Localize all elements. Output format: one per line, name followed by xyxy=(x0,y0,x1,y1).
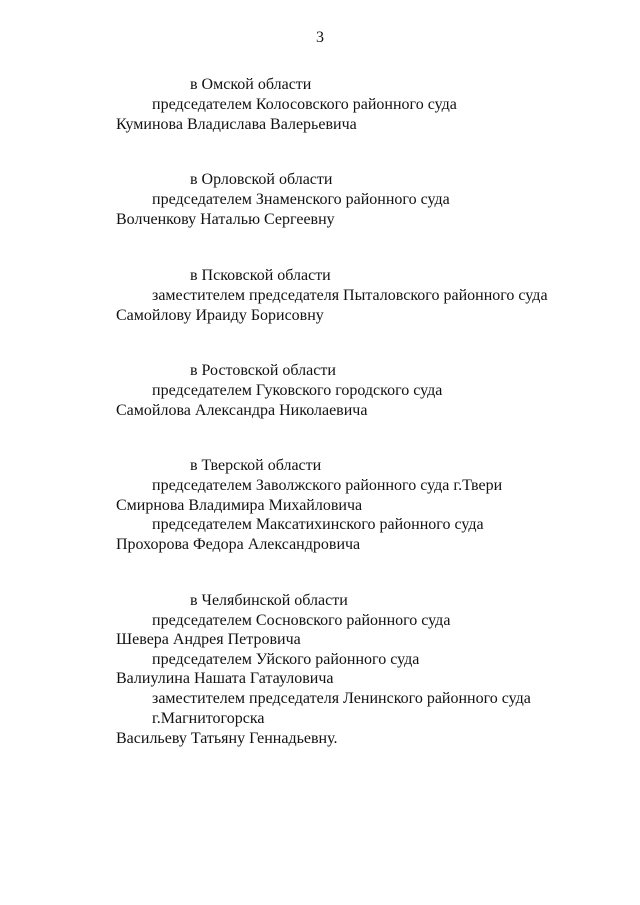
position-orel: председателем Знаменского районного суда xyxy=(152,191,450,208)
position-chelyabinsk-3-continuation: г.Магнитогорска xyxy=(152,710,265,727)
position-pskov: заместителем председателя Пыталовского районного суда xyxy=(152,287,548,304)
region-heading-tver: в Тверской области xyxy=(190,457,322,474)
person-orel: Волченкову Наталью Сергеевну xyxy=(116,211,335,228)
person-tver-2: Прохорова Федора Александровича xyxy=(116,536,361,553)
position-tver-1: председателем Заволжского районного суда г.Твери xyxy=(152,477,503,494)
position-tver-2: председателем Максатихинского районного суда xyxy=(152,516,484,533)
position-rostov: председателем Гуковского городского суда xyxy=(152,382,443,399)
person-chelyabinsk-3: Васильеву Татьяну Геннадьевну. xyxy=(116,730,338,747)
page-number: 3 xyxy=(316,29,324,46)
person-rostov: Самойлова Александра Николаевича xyxy=(116,402,368,419)
person-chelyabinsk-1: Шевера Андрея Петровича xyxy=(116,631,301,648)
position-chelyabinsk-1: председателем Сосновского районного суда xyxy=(152,612,451,629)
region-heading-rostov: в Ростовской области xyxy=(190,362,336,379)
position-chelyabinsk-3: заместителем председателя Ленинского районного суда xyxy=(152,690,531,707)
person-chelyabinsk-2: Валиулина Нашата Гатауловича xyxy=(116,670,334,687)
region-heading-orel: в Орловской области xyxy=(190,171,333,188)
region-heading-chelyabinsk: в Челябинской области xyxy=(190,592,348,609)
person-tver-1: Смирнова Владимира Михайловича xyxy=(116,497,363,514)
position-chelyabinsk-2: председателем Уйского районного суда xyxy=(152,651,420,668)
position-omsk: председателем Колосовского районного суда xyxy=(152,96,457,113)
person-pskov: Самойлову Ираиду Борисовну xyxy=(116,307,324,324)
person-omsk: Куминова Владислава Валерьевича xyxy=(116,116,357,133)
region-heading-omsk: в Омской области xyxy=(190,76,312,93)
region-heading-pskov: в Псковской области xyxy=(190,267,331,284)
